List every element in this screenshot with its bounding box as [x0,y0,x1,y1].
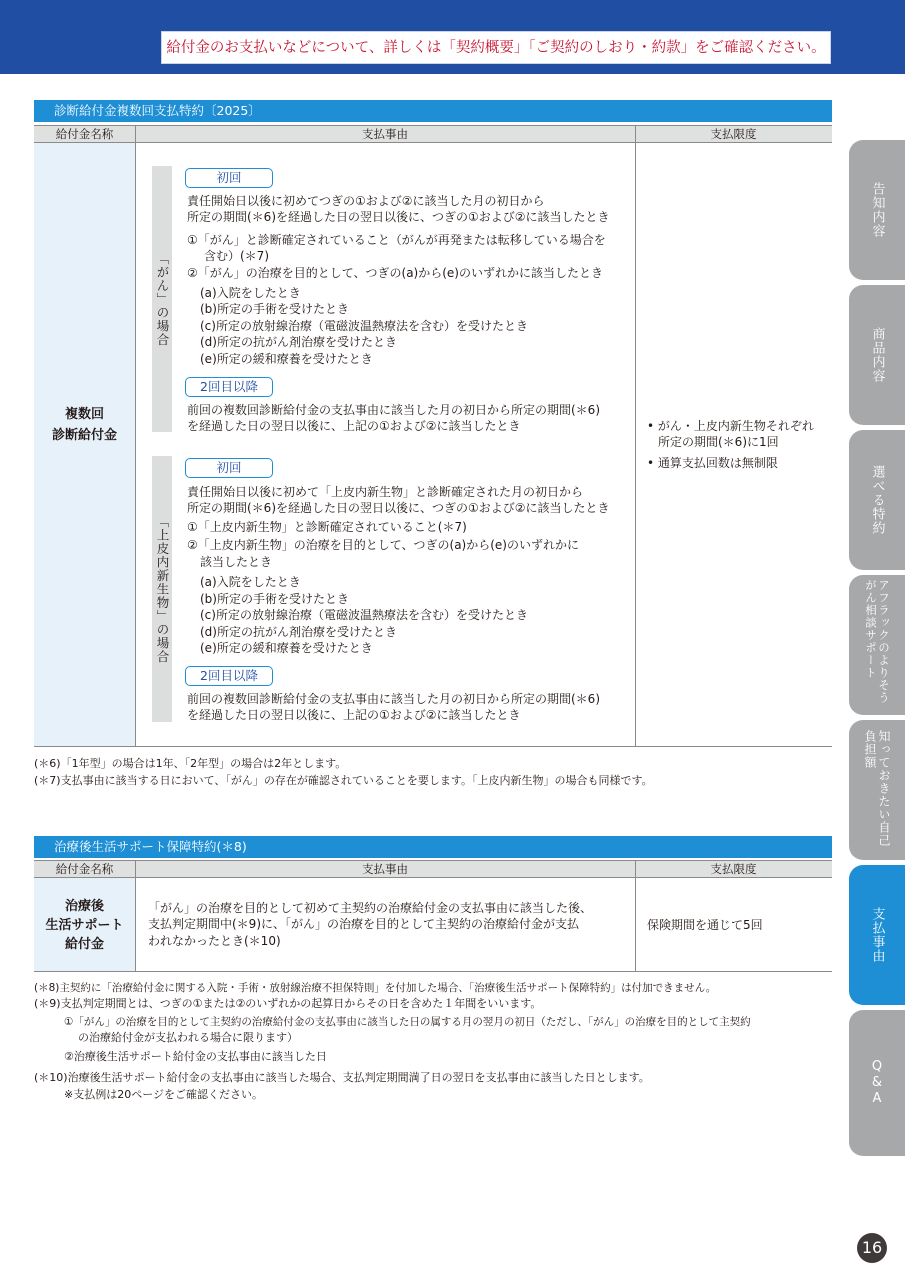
tab-label: 商品内容 [869,327,885,383]
reason-line: (a)入院をしたとき [200,286,301,300]
footnote: (＊6)「1年型」の場合は1年、「2年型」の場合は2年とします。 [34,757,347,770]
reason-line: (a)入院をしたとき [200,575,301,589]
reason-line: 該当したとき [200,555,273,569]
footnote: (＊10)治療後生活サポート給付金の支払事由に該当した場合、支払判定期間満了日の翌日を支払事由に該当した日とします。 [34,1071,650,1084]
tab-disclosure[interactable] [849,140,905,280]
tab-payment-reasons[interactable] [849,865,905,1005]
reason-line: (d)所定の抗がん剤治療を受けたとき [200,625,397,639]
benefit-name-line1: 治療後 [64,899,104,914]
reason-line: 支払判定期間中(＊9)に、「がん」の治療を目的として主契約の治療給付金が支払 [148,917,580,931]
subsequent-badge: 2回目以降 [185,377,273,397]
reason-line: ①「上皮内新生物」と診断確定されていること(＊7) [187,520,467,534]
reason-line: (e)所定の緩和療養を受けたとき [200,641,373,655]
page-number: 16 [857,1233,887,1263]
reason-line: を経過した日の翌日以後に、上記の①および②に該当したとき [187,708,521,722]
reason-line: ②「がん」の治療を目的として、つぎの(a)から(e)のいずれかに該当したとき [187,266,603,280]
table-bottom-rule [34,746,832,747]
benefit-name-line2: 生活サポート [45,918,124,933]
footnote: ②治療後生活サポート給付金の支払事由に該当した日 [64,1050,327,1063]
subsequent-badge: 2回目以降 [185,666,273,686]
reason-line: われなかったとき(＊10) [148,934,281,948]
tab-label: アフラックのよりそうがん相談サポート [864,579,891,704]
reason-line: 「がん」の治療を目的として初めて主契約の治療給付金の支払事由に該当した後、 [148,901,593,915]
footnote: (＊8)主契約に「治療給付金に関する入院・手術・放射線治療不担保特則」を付加した場合、「治療後生活サポート保障特約」は付加できません。 [34,982,717,994]
col-divider [635,860,636,971]
reason-line: 前回の複数回診断給付金の支払事由に該当した月の初日から所定の期間(＊6) [187,692,601,706]
col-reason-header: 支払事由 [362,862,408,876]
reason-line: (b)所定の手術を受けたとき [200,592,349,606]
benefit-name-line1: 複数回 [64,407,104,422]
col-limit-header: 支払限度 [710,862,757,876]
col-divider [135,125,136,746]
reason-line: (b)所定の手術を受けたとき [200,302,349,316]
limit-value: 保険期間を通じて5回 [647,918,763,932]
reason-line: (e)所定の緩和療養を受けたとき [200,352,373,366]
footnote: (＊7)支払事由に該当する日において、「がん」の存在が確認されていることを要します。「上皮内新生物」の場合も同様です。 [34,774,653,787]
benefit-name-line3: 給付金 [64,937,104,952]
limit-line: 所定の期間(＊6)に1回 [658,435,779,449]
col-name-header: 給付金名称 [55,862,114,876]
footnote: ※支払例は20ページをご確認ください。 [64,1088,263,1101]
section1-title: 診断給付金複数回支払特約〔2025〕 [34,100,832,122]
tab-consultation-support[interactable] [849,575,905,715]
tab-label: Q&A [869,1059,885,1107]
limit-line: • 通算支払回数は無制限 [647,456,778,470]
tab-label: 選べる特約 [869,465,885,535]
reason-line: ①「がん」と診断確定されていること（がんが再発または転移している場合を [187,233,606,247]
reason-line: 前回の複数回診断給付金の支払事由に該当した月の初日から所定の期間(＊6) [187,403,601,417]
tab-product[interactable] [849,285,905,425]
footnote: ①「がん」の治療を目的として主契約の治療給付金の支払事由に該当した日の属する月の翌月の初日（ただし、「がん」の治療を目的として主契約 [64,1016,751,1028]
notice-banner: 給付金のお支払いなどについて、詳しくは「契約概要」「ご契約のしおり・約款」をご確認ください。 [161,31,831,64]
col-reason-header: 支払事由 [362,127,408,141]
first-time-badge: 初回 [185,458,273,478]
tab-riders[interactable] [849,430,905,570]
col-limit-header: 支払限度 [710,127,757,141]
section1-header-row [34,125,832,143]
tab-out-of-pocket[interactable] [849,720,905,860]
footnote: (＊9)支払判定期間とは、つぎの①または②のいずれかの起算日からその日を含めた１年間をいいます。 [34,997,542,1010]
reason-line: (d)所定の抗がん剤治療を受けたとき [200,335,397,349]
col-name-header: 給付金名称 [55,127,114,141]
reason-line: ②「上皮内新生物」の治療を目的として、つぎの(a)から(e)のいずれかに [187,538,579,552]
first-time-badge: 初回 [185,168,273,188]
tab-label: 支払事由 [869,907,885,963]
benefit-name-line2: 診断給付金 [51,428,117,443]
reason-line: 所定の期間(＊6)を経過した日の翌日以後に、つぎの①および②に該当したとき [187,210,610,224]
section2-title: 治療後生活サポート保障特約(＊8) [34,836,832,858]
tab-qa[interactable] [849,1010,905,1156]
intraepithelial-case-label: 「上皮内新生物」の場合 [155,514,170,664]
table-bottom-rule [34,971,832,972]
reason-line: 責任開始日以後に初めてつぎの①および②に該当した月の初日から [187,194,545,208]
reason-line: を経過した日の翌日以後に、上記の①および②に該当したとき [187,419,521,433]
reason-line: (c)所定の放射線治療（電磁波温熱療法を含む）を受けたとき [200,608,528,622]
tab-label: 告知内容 [869,182,885,238]
reason-line: 所定の期間(＊6)を経過した日の翌日以後に、つぎの①および②に該当したとき [187,501,610,515]
footnote: の治療給付金が支払われる場合に限ります） [78,1031,298,1044]
tab-label: 知っておきたい自己負担額 [863,730,891,847]
cancer-case-label: 「がん」の場合 [155,251,170,347]
reason-line: (c)所定の放射線治療（電磁波温熱療法を含む）を受けたとき [200,319,528,333]
reason-line: 含む）(＊7) [204,249,269,263]
section2-header-row [34,860,832,878]
col-divider [635,125,636,746]
col-divider [135,860,136,971]
limit-line: • がん・上皮内新生物それぞれ [647,419,814,433]
reason-line: 責任開始日以後に初めて「上皮内新生物」と診断確定された月の初日から [187,485,584,499]
